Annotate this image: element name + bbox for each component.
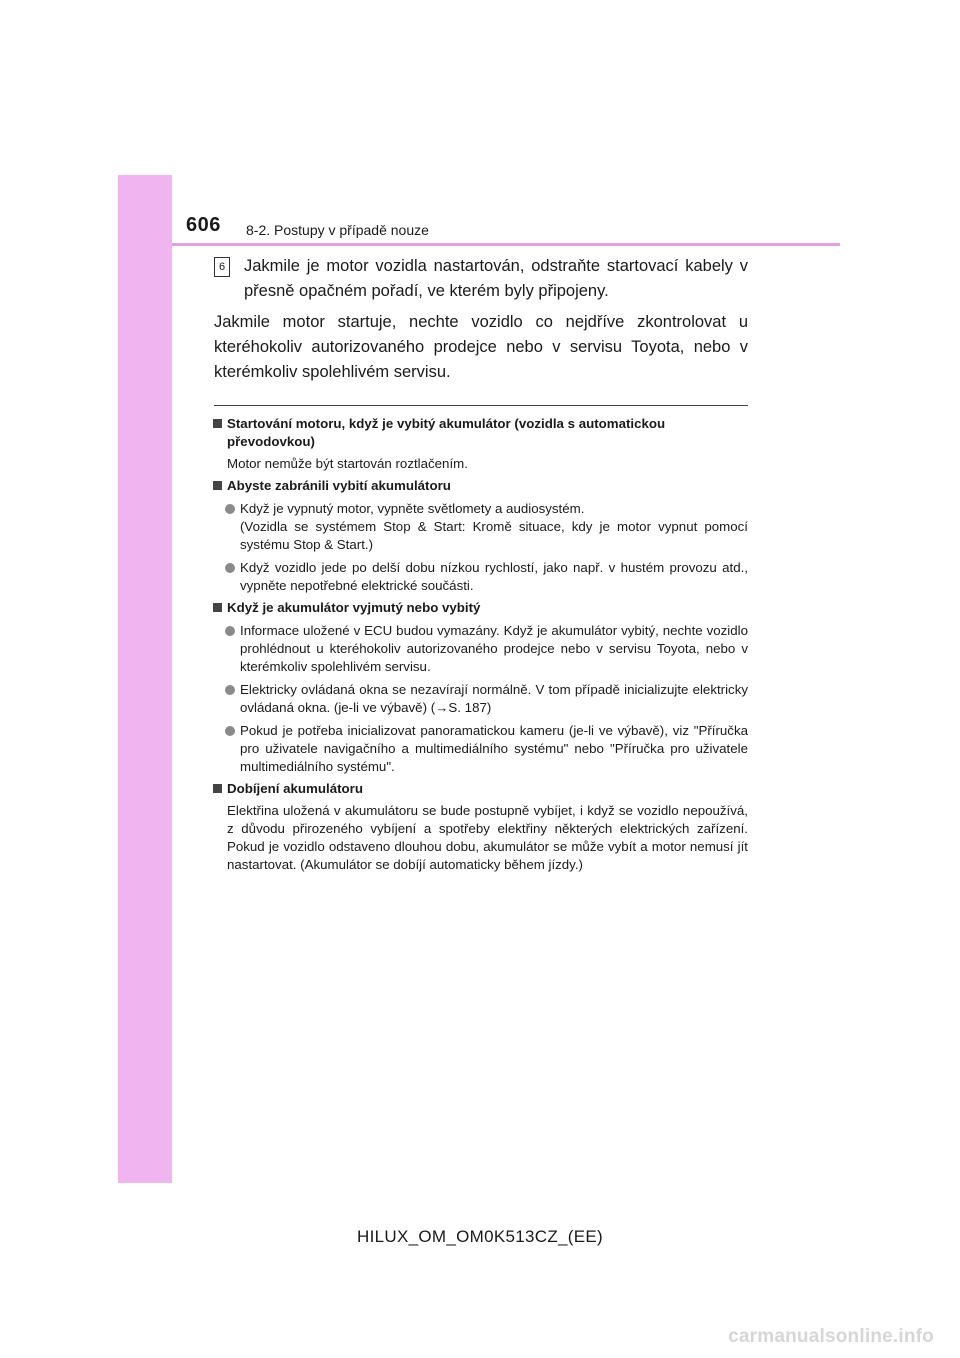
- note-body: Elektřina uložená v akumulátoru se bude postupně vybíjet, i když se vozidlo nepoužívá, z důvodu přirozeného vybíjení a spotřeby elektřiny některých elektrických zařízení. Pokud je vozidlo odstaveno dlouhou dobu, akumulátor se může vybít a motor nemusí jít nastartovat. (Akumulátor se dobíjí automaticky během jízdy.): [227, 803, 748, 872]
- bullet-text: Elektricky ovládaná okna se nezavírají normálně. V tom případě inicializujte elektricky ovládaná okna. (je-li ve výbavě) (→S. 187): [240, 682, 748, 715]
- section-title: 8-2. Postupy v případě nouze: [246, 222, 429, 238]
- bullet-text: Informace uložené v ECU budou vymazány. Když je akumulátor vybitý, nechte vozidlo prohlédnout u kteréhokoliv autorizovaného prodejce nebo v servisu Toyota, nebo v kterémkoliv spolehlivém servisu.: [240, 623, 748, 674]
- page-content: [214, 254, 748, 874]
- bullet-item: [214, 559, 748, 595]
- page-number: 606: [186, 214, 221, 236]
- circle-bullet-icon: [225, 726, 235, 736]
- bullet-text: Pokud je potřeba inicializovat panoramatickou kameru (je-li ve výbavě), viz "Příručka pro uživatele navigačního a multimediálního systému" nebo "Příručka pro uživatele multimediálního systému".: [240, 723, 748, 774]
- side-tab-band: [118, 175, 172, 1183]
- header-rule: [172, 243, 840, 246]
- note-heading-text: Startování motoru, když je vybitý akumulátor (vozidla s automatickou převodovkou): [227, 416, 666, 449]
- bullet-text: Když je vypnutý motor, vypněte světlomety a audiosystém.: [240, 501, 585, 516]
- square-bullet-icon: [213, 784, 222, 793]
- note-heading-text: Abyste zabránili vybití akumulátoru: [227, 478, 451, 493]
- step-note: Jakmile motor startuje, nechte vozidlo co nejdříve zkontrolovat u kteréhokoliv autorizovaného prodejce nebo v servisu Toyota, nebo v kterémkoliv spolehlivém servisu.: [214, 313, 748, 381]
- note-heading: [214, 599, 748, 617]
- step-number-badge: 6: [214, 257, 230, 277]
- note-heading-text: Dobíjení akumulátoru: [227, 781, 363, 796]
- note-body: Motor nemůže být startován roztlačením.: [227, 456, 468, 471]
- circle-bullet-icon: [225, 685, 235, 695]
- square-bullet-icon: [213, 603, 222, 612]
- circle-bullet-icon: [225, 504, 235, 514]
- bullet-item: [214, 622, 748, 676]
- square-bullet-icon: [213, 419, 222, 428]
- section-divider: [214, 405, 748, 406]
- note-heading: [214, 477, 748, 495]
- bullet-item: [214, 681, 748, 717]
- circle-bullet-icon: [225, 563, 235, 573]
- note-heading: [214, 780, 748, 798]
- document-code: HILUX_OM_OM0K513CZ_(EE): [357, 1227, 603, 1246]
- step-item: [214, 254, 748, 304]
- bullet-item: [214, 500, 748, 554]
- circle-bullet-icon: [225, 626, 235, 636]
- step-text: Jakmile je motor vozidla nastartován, odstraňte startovací kabely v přesně opačném pořadí, ve kterém byly připojeny.: [244, 257, 748, 300]
- bullet-item: [214, 722, 748, 776]
- note-heading-text: Když je akumulátor vyjmutý nebo vybitý: [227, 600, 481, 615]
- note-heading: [214, 415, 748, 451]
- bullet-text: Když vozidlo jede po delší dobu nízkou rychlostí, jako např. v hustém provozu atd., vypněte nepotřebné elektrické součásti.: [240, 560, 748, 593]
- watermark: carmanualsonline.info: [728, 1326, 934, 1347]
- square-bullet-icon: [213, 481, 222, 490]
- bullet-extra-text: (Vozidla se systémem Stop & Start: Kromě situace, kdy je motor vypnut pomocí systému Stop & Start.): [240, 519, 748, 552]
